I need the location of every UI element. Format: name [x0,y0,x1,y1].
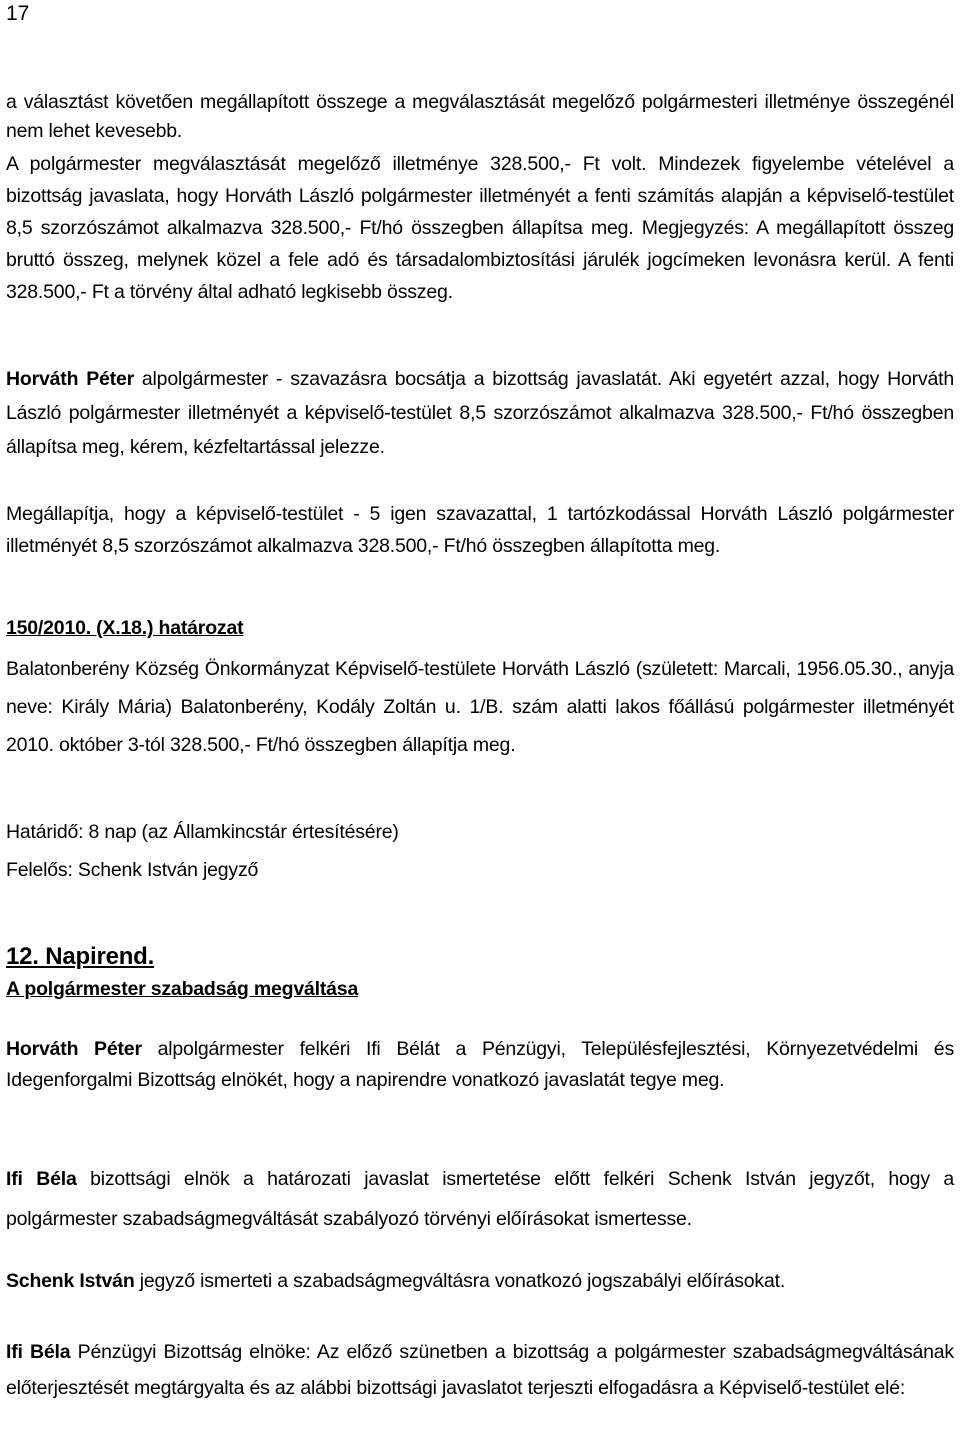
speaker-name: Ifi Béla [6,1341,71,1363]
agenda-number: 12. Napirend. [6,943,155,970]
paragraph-committee-report [6,1334,954,1406]
resolution-responsible: Felelős: Schenk István jegyző [6,859,259,881]
paragraph-text: Pénzügyi Bizottság elnöke: Az előző szünetben a bizottság a polgármester szabadságmegváltásának előterjesztését megtárgyalta és az alábbi bizottsági javaslatot terjeszti elfogadásra a Képviselő-testület elé: [6,1341,954,1399]
resolution-deadline: Határidő: 8 nap (az Államkincstár értesítésére) [6,821,399,843]
speaker-name: Ifi Béla [6,1168,77,1190]
speaker-name: Horváth Péter [6,1038,142,1060]
paragraph-text: alpolgármester - szavazásra bocsátja a bizottság javaslatát. Aki egyetért azzal, hogy Horváth László polgármester illetményét a képviselő-testület 8,5 szorzószámot alkalmazva 328.500,- Ft/hó összegben állapítsa meg, kérem, kézfeltartással jelezze. [6,368,954,458]
paragraph-text: jegyző ismerteti a szabadságmegváltásra vonatkozó jogszabályi előírásokat. [134,1270,786,1292]
paragraph-request-proposal [6,1034,954,1096]
resolution-text: Balatonberény Község Önkormányzat Képviselő-testülete Horváth László (született: Marcali, 1956.05.30., anyja neve: Király Mária) Balatonberény, Kodály Zoltán u. 1/B. szám alatti lakos főállású polgármester illetményét 2010. október 3-tól 328.500,- Ft/hó összegben állapítja meg. [6,658,954,756]
agenda-title: A polgármester szabadság megváltása [6,978,359,1000]
page-number: 17 [6,2,30,25]
paragraph-salary-minimum: a választást követően megállapított összege a megválasztását megelőző polgármesteri illetménye összegénél nem lehet kevesebb. [6,91,954,142]
paragraph-vote-call [6,362,954,464]
speaker-name: Schenk István [6,1270,135,1292]
resolution-number: 150/2010. (X.18.) határozat [6,617,244,639]
paragraph-text: alpolgármester felkéri Ifi Bélát a Pénzügyi, Településfejlesztési, Környezetvédelmi és Idegenforgalmi Bizottság elnökét, hogy a napirendre vonatkozó javaslatát tegye meg. [6,1038,954,1091]
paragraph-notary [6,1267,954,1296]
paragraph-committee-proposal: A polgármester megválasztását megelőző illetménye 328.500,- Ft volt. Mindezek figyelembe vételével a bizottság javaslata, hogy Horváth László polgármester illetményét a fenti számítás alapján a képviselő-testület 8,5 szorzószámot alkalmazva 328.500,- Ft/hó összegben állapítsa meg. Megjegyzés: A megállapított összeg bruttó összeg, melynek közel a fele adó és társadalombiztosítási járulék jogcímeken levonásra kerül. A fenti 328.500,- Ft a törvény által adható legkisebb összeg. [6,153,954,303]
speaker-name: Horváth Péter [6,368,134,390]
paragraph-text: bizottsági elnök a határozati javaslat ismertetése előtt felkéri Schenk István jegyzőt, hogy a polgármester szabadságmegváltását szabályozó törvényi előírásokat ismertesse. [6,1168,954,1230]
paragraph-vote-result: Megállapítja, hogy a képviselő-testület - 5 igen szavazattal, 1 tartózkodással Horváth László polgármester illetményét 8,5 szorzószámot alkalmazva 328.500,- Ft/hó összegben állapította meg. [6,503,954,557]
paragraph-committee-chair [6,1159,954,1239]
